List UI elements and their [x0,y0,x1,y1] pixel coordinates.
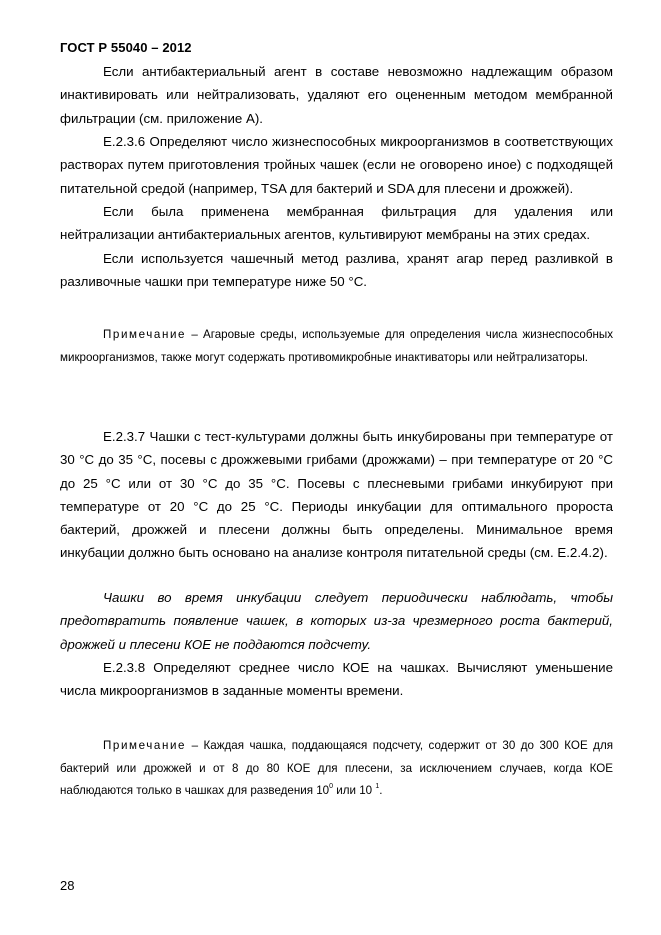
paragraph-e238: Е.2.3.8 Определяют среднее число КОЕ на чашках. Вычисляют уменьшение числа микроорганизмов в заданные моменты времени. [60,660,613,699]
note-label: Примечание [103,739,187,752]
document-header: ГОСТ Р 55040 – 2012 [60,40,192,55]
note-text: . [379,784,383,797]
note-text: – Агаровые среды, используемые для определения числа жизнеспособных микроорганизмов, также могут содержать противомикробные инактиваторы или нейтрализаторы. [60,328,613,364]
paragraph-e236: Е.2.3.6 Определяют число жизнеспособных микроорганизмов в соответствующих растворах путем приготовления тройных чашек (если не оговорено иное) с подходящей питательной средой (например, TSA для бактерий и SDA для плесени и дрожжей). [60,134,613,196]
note-label: Примечание [103,328,187,341]
paragraph-e237: Е.2.3.7 Чашки с тест-культурами должны быть инкубированы при температуре от 30 °С до 35 °С, посевы с дрожжевыми грибами (дрожжами) – при температуре от 20 °С до 25 °С или от 30 °С до 35 °С. Посевы с плесневыми грибами инкубируют при температуре от 20 °С до 25 °С. Периоды инкубации для оптимального пророста бактерий, дрожжей и плесени должны быть определены. Минимальное время инкубации должно быть основано на анализе контроля питательной среды (см. Е.2.4.2). [60,429,613,561]
paragraph-agar-storage: Если используется чашечный метод разлива, хранят агар перед разливкой в разливочные чашки при температуре ниже 50 °С. [60,251,613,290]
page-number: 28 [60,878,75,893]
paragraph-observation: Чашки во время инкубации следует периодически наблюдать, чтобы предотвратить появление чашек, в которых из-за чрезмерного роста бактерий, дрожжей и плесени КОЕ не поддаются подсчету. [60,590,613,652]
note-agar-media [60,324,613,369]
note-countable-plates [60,735,613,803]
note-text: или 10 [333,784,373,797]
paragraph-membrane: Если была применена мембранная фильтрация для удаления или нейтрализации антибактериальных агентов, культивируют мембраны на этих средах. [60,204,613,243]
exponent: 0 [329,783,334,790]
paragraph-inactivation: Если антибактериальный агент в составе невозможно надлежащим образом инактивировать или нейтрализовать, удаляют его оцененным методом мембранной фильтрации (см. приложение А). [60,64,613,126]
exponent: 1 [375,783,380,790]
note-text: – Каждая чашка, поддающаяся подсчету, содержит от 30 до 300 КОЕ для бактерий или дрожжей и от 8 до 80 КОЕ для плесени, за исключением случаев, когда КОЕ наблюдаются только в чашках для разведения 10 [60,739,613,797]
